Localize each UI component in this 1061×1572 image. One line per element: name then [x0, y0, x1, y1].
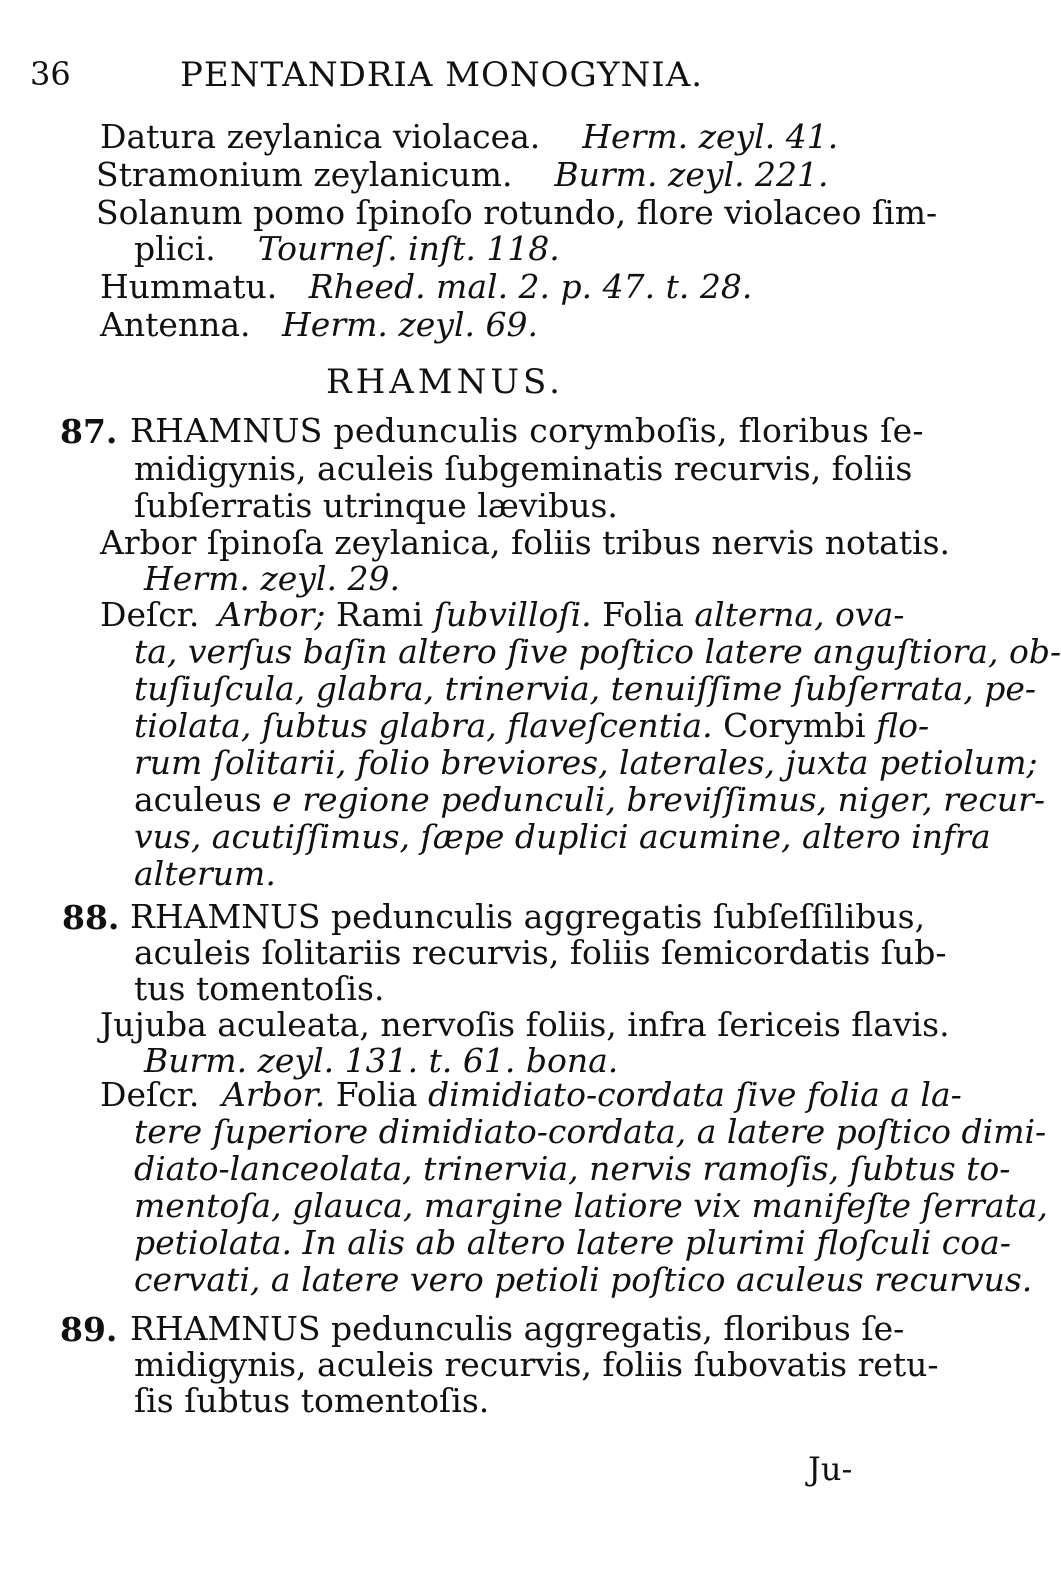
synonym-line: Datura zeylanica violacea. Herm. zeyl. 41. [100, 117, 839, 156]
description-line [134, 1113, 1046, 1151]
synonym-line: Antenna. Herm. zeyl. 69. [100, 305, 538, 344]
synonym-line: plici. Tourneſ. inſt. 118. [134, 229, 560, 268]
description-segment: cervati, a latere vero petioli poſtico aculeus recurvus. [134, 1260, 1033, 1299]
synonym-line: Solanum pomo ſpinoſo rotundo, flore violaceo ſim- [96, 193, 938, 232]
synonym-line: Jujuba aculeata, nervoſis foliis, infra ſericeis flavis. [100, 1005, 950, 1044]
description-segment: aculeus [134, 780, 273, 819]
description-line [134, 855, 276, 893]
diagnosis-line: tus tomentoſis. [134, 969, 385, 1008]
diagnosis-line: aculeis ſolitariis recurvis, foliis ſemicordatis ſub- [134, 933, 947, 972]
description-line [134, 633, 1061, 671]
description-line [134, 1261, 1032, 1299]
synonym-line: Hummatu. Rheed. mal. 2. p. 47. t. 28. [100, 267, 753, 306]
synonym-line: Arbor ſpinoſa zeylanica, foliis tribus nervis notatis. [100, 523, 951, 562]
description-segment: tere ſuperiore dimidiato-cordata, a latere poſtico dimi- [134, 1112, 1047, 1151]
description-segment: ta, verſus baſin altero ſive poſtico latere anguſtiora, ob- [134, 632, 1061, 671]
description-line [134, 707, 929, 745]
diagnosis-line: RHAMNUS pedunculis corymboſis, floribus ſe- [130, 411, 924, 450]
entry-number: 88. [62, 898, 120, 937]
description-segment: Arbor. [222, 1075, 336, 1114]
description-segment: Arbor; [218, 595, 336, 634]
catchword: Ju- [808, 1450, 853, 1488]
section-title: RHAMNUS. [326, 362, 564, 402]
synonym-reference: Herm. zeyl. 29. [144, 559, 400, 598]
description-segment: mentoſa, glauca, margine latiore vix manifeſte ſerrata, [134, 1186, 1048, 1225]
diagnosis-line: midigynis, aculeis ſubgeminatis recurvis, foliis [134, 449, 913, 488]
diagnosis-line: RHAMNUS pedunculis aggregatis, floribus ſe- [130, 1309, 905, 1348]
description-label: Deſcr. [100, 1075, 200, 1114]
description-segment: Rami [335, 595, 434, 634]
description-line [134, 744, 1038, 782]
description-line [134, 1187, 1048, 1225]
description-segment: tuſiuſcula, glabra, trinervia, tenuiſſime ſubſerrata, pe- [134, 669, 1037, 708]
description-label: Deſcr. [100, 595, 200, 634]
entry-number: 87. [60, 412, 118, 451]
entry-number: 89. [60, 1310, 118, 1349]
description-segment: Folia [335, 1075, 428, 1114]
description-segment: flo- [876, 706, 930, 745]
description-segment: alterna, ova- [694, 595, 905, 634]
description-line [218, 596, 904, 634]
description-line [134, 818, 991, 856]
running-head: PENTANDRIA MONOGYNIA. [180, 55, 704, 95]
diagnosis-line: midigynis, aculeis recurvis, foliis ſubovatis retu- [134, 1345, 939, 1384]
page-number: 36 [30, 55, 71, 93]
description-segment: rum ſolitarii, folio breviores, laterales, juxta petiolum; [134, 743, 1038, 782]
diagnosis-line: ſis ſubtus tomentoſis. [134, 1381, 490, 1420]
description-segment: petiolata. In alis ab altero latere plurimi floſculi coa- [134, 1223, 1011, 1262]
description-segment: diato-lanceolata, trinervia, nervis ramoſis, ſubtus to- [134, 1149, 1011, 1188]
description-segment: vus, acutiſſimus, ſæpe duplici acumine, altero infra [134, 817, 991, 856]
description-segment: Folia [602, 595, 695, 634]
description-line [134, 670, 1036, 708]
description-segment: alterum. [134, 854, 276, 893]
synonym-line: Stramonium zeylanicum. Burm. zeyl. 221. [96, 155, 829, 194]
description-segment: e regione pedunculi, breviſſimus, niger, recur- [272, 780, 1046, 819]
description-segment: ſubvilloſi. [433, 595, 603, 634]
synonym-reference: Burm. zeyl. 131. t. 61. bona. [144, 1041, 619, 1080]
description-segment: tiolata, ſubtus glabra, flaveſcentia. [134, 706, 724, 745]
diagnosis-line: RHAMNUS pedunculis aggregatis ſubſeſſilibus, [130, 897, 926, 936]
diagnosis-line: ſubſerratis utrinque lævibus. [134, 486, 618, 525]
description-line [134, 1224, 1011, 1262]
description-line [134, 781, 1045, 819]
description-segment: dimidiato-cordata ſive folia a la- [427, 1075, 962, 1114]
description-segment: Corymbi [723, 706, 877, 745]
description-line [222, 1076, 962, 1114]
description-line [134, 1150, 1010, 1188]
